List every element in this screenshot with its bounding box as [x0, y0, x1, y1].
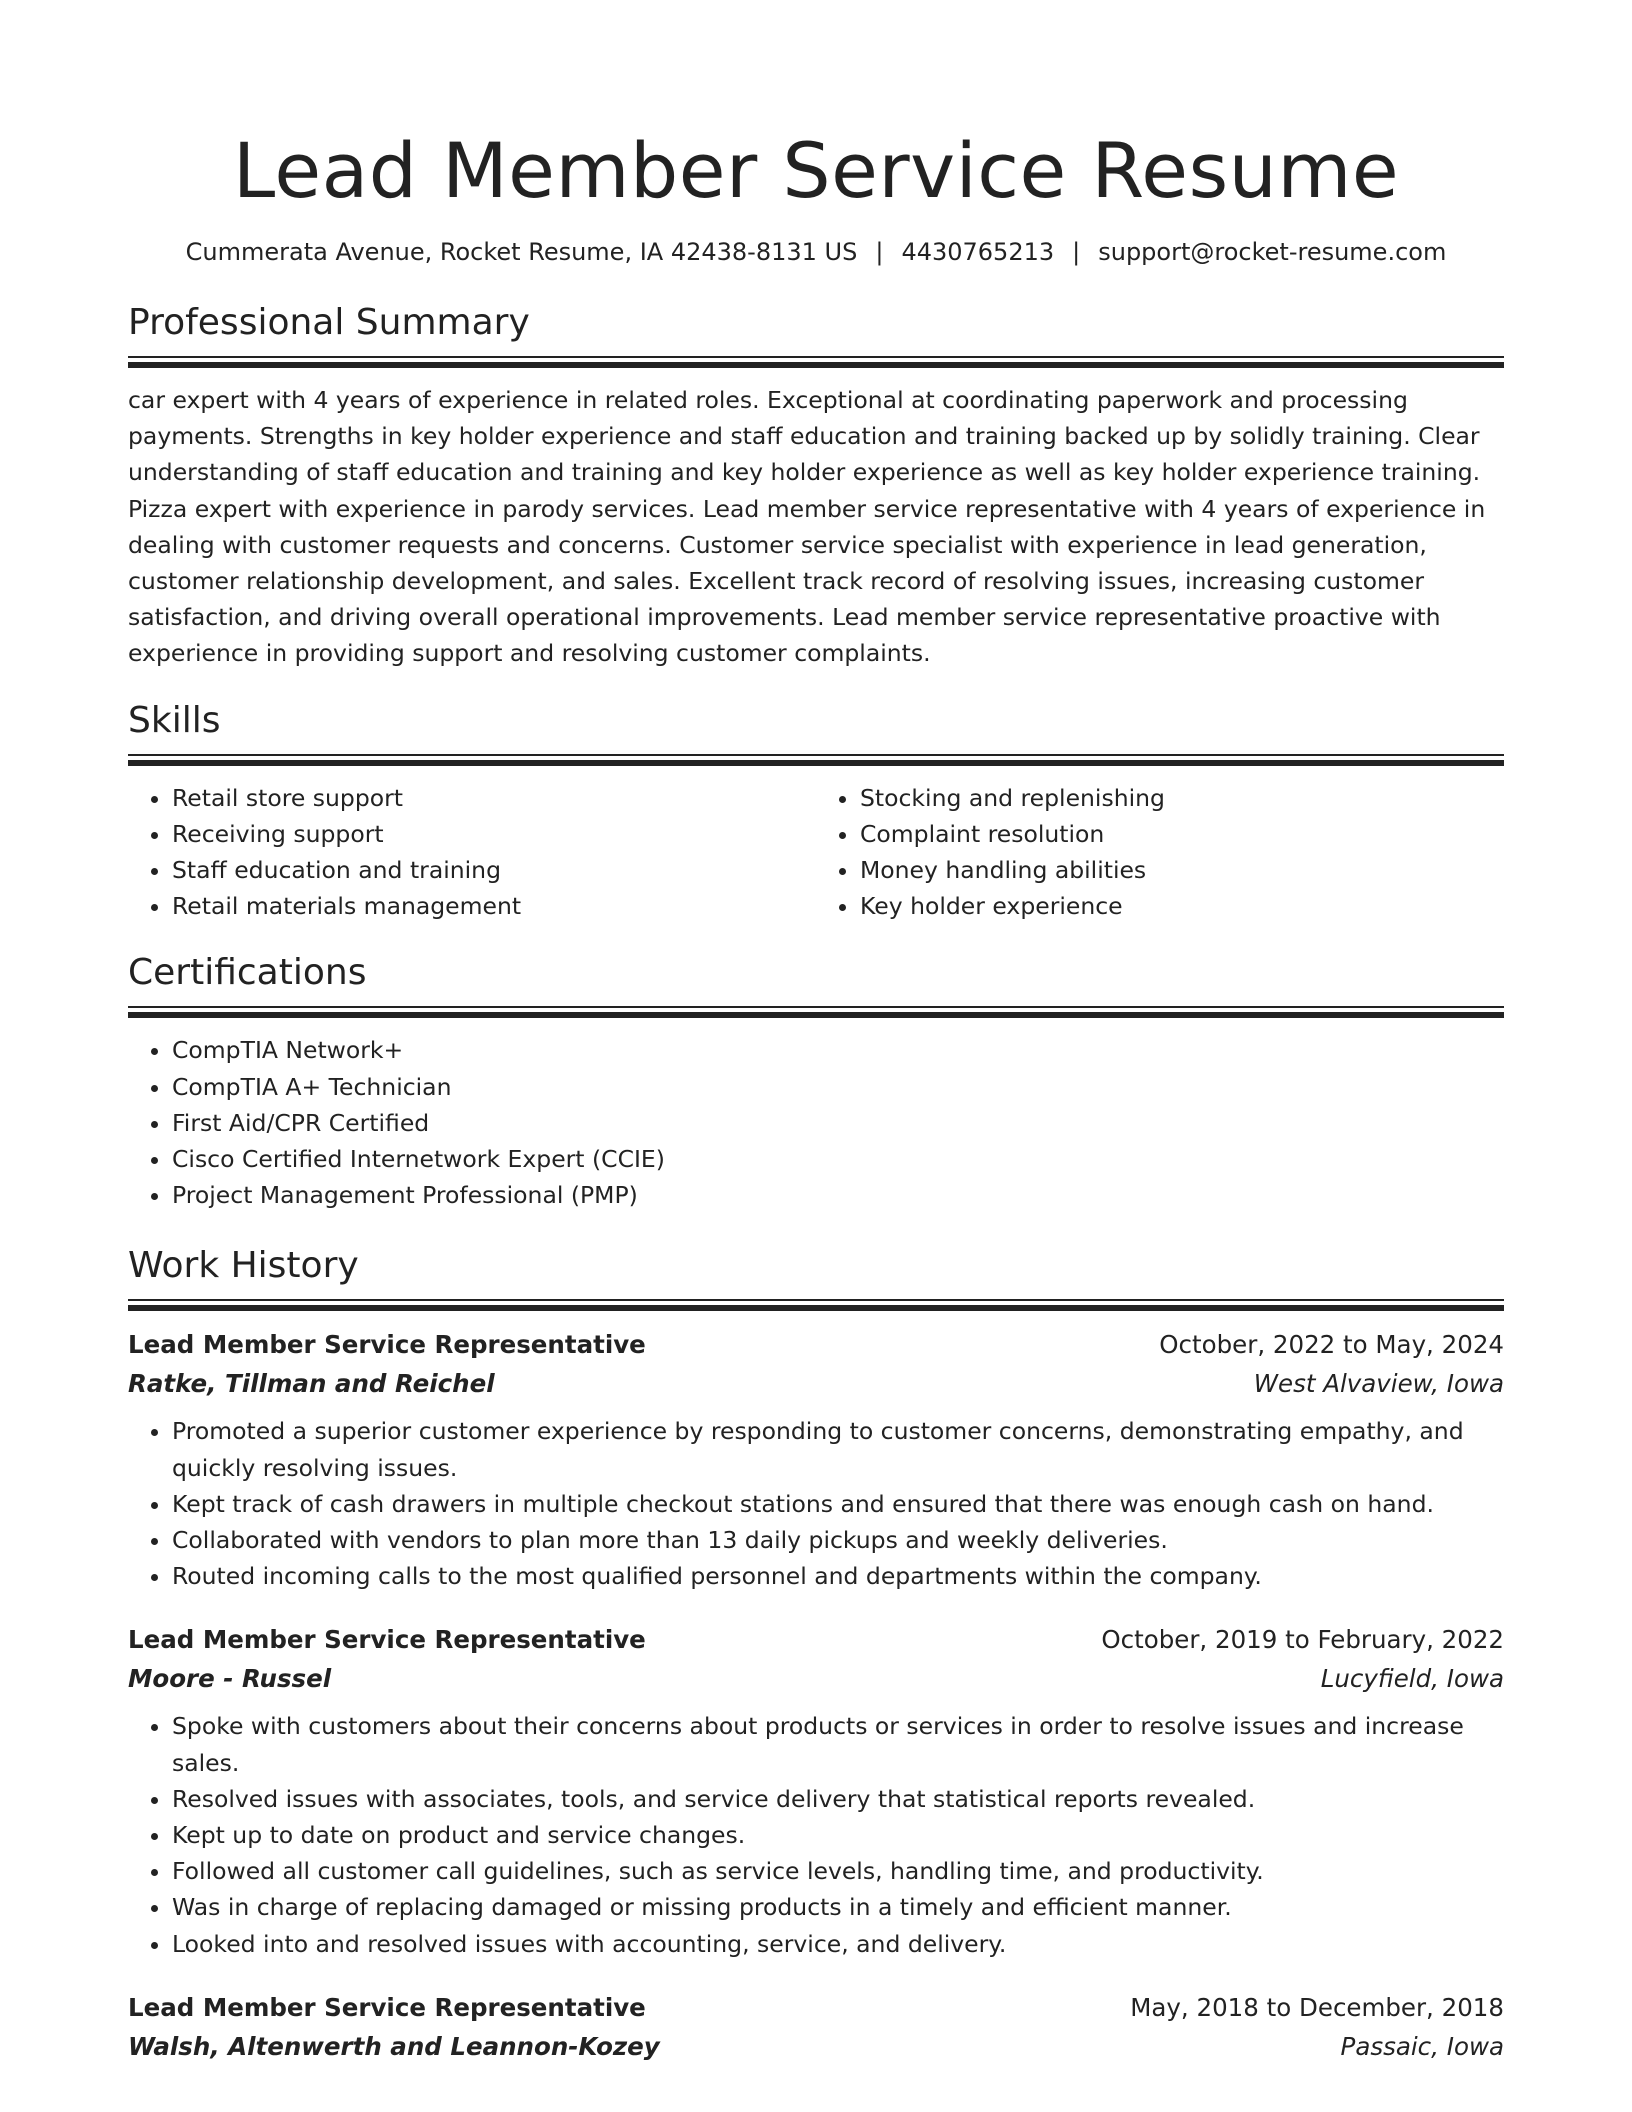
job-title: Lead Member Service Representative: [128, 1992, 646, 2022]
work-history-section: [128, 1243, 1504, 2065]
section-title-certifications: Certifications: [128, 952, 367, 994]
job-bullet: • Kept up to date on product and service changes.: [172, 1817, 1504, 1853]
job-company: Walsh, Altenwerth and Leannon-Kozey: [128, 2031, 660, 2061]
job-bullet: • Routed incoming calls to the most qualified personnel and departments within the company.: [172, 1558, 1504, 1594]
job-bullets: [128, 1413, 1504, 1594]
job-company: Ratke, Tillman and Reichel: [128, 1369, 495, 1399]
job-company-row: [128, 2027, 1504, 2066]
job-company-row: [128, 1659, 1504, 1698]
job-header-row: [128, 1620, 1504, 1659]
certification-item: • CompTIA A+ Technician: [172, 1069, 1504, 1105]
contact-email: support@rocket-resume.com: [1098, 238, 1447, 266]
resume-title: Lead Member Service Resume: [232, 126, 1400, 215]
certification-item: • First Aid/CPR Certified: [172, 1105, 1504, 1141]
job-bullet: • Was in charge of replacing damaged or missing products in a timely and efficient manner.: [172, 1889, 1504, 1925]
section-title-summary: Professional Summary: [128, 302, 530, 343]
skill-item: • Stocking and replenishing: [860, 780, 1504, 816]
contact-line: [128, 236, 1504, 268]
skill-item: • Retail store support: [172, 780, 816, 816]
skills-grid: [128, 780, 1504, 925]
skill-item: • Complaint resolution: [860, 816, 1504, 852]
job-location: Passaic, Iowa: [1340, 2031, 1504, 2061]
job-dates: October, 2022 to May, 2024: [1159, 1330, 1504, 1360]
job-bullets: [128, 1708, 1504, 1961]
job-dates: May, 2018 to December, 2018: [1130, 1992, 1504, 2022]
certifications-section: [128, 950, 1504, 1213]
job-bullet: • Kept track of cash drawers in multiple checkout stations and ensured that there was enough cash on hand.: [172, 1486, 1504, 1522]
job-dates: October, 2019 to February, 2022: [1101, 1625, 1504, 1655]
skill-item: • Receiving support: [172, 816, 816, 852]
job-bullet: • Resolved issues with associates, tools, and service delivery that statistical reports revealed.: [172, 1781, 1504, 1817]
section-divider: [128, 754, 1504, 766]
section-title-skills: Skills: [128, 699, 221, 741]
skill-item: • Staff education and training: [172, 852, 816, 888]
contact-separator: |: [875, 238, 884, 266]
certification-item: • Project Management Professional (PMP): [172, 1177, 1504, 1213]
job-entry: [128, 1325, 1504, 1594]
job-location: West Alvaview, Iowa: [1253, 1369, 1504, 1399]
section-divider: [128, 1299, 1504, 1311]
summary-text: car expert with 4 years of experience in related roles. Exceptional at coordinating paperwork and processing payments. Strengths in key holder experience and staff education and training backed up by solidly training. Clear understanding of staff education and training and key holder experience as well as key holder experience training. Pizza expert with experience in parody services. Lead member service representative with 4 years of experience in dealing with customer requests and concerns. Customer service specialist with experience in lead generation, customer relationship development, and sales. Excellent track record of resolving issues, increasing customer satisfaction, and driving overall operational improvements. Lead member service representative proactive with experience in providing support and resolving customer complaints.: [128, 386, 1486, 668]
contact-phone: 4430765213: [901, 238, 1055, 266]
job-title: Lead Member Service Representative: [128, 1330, 646, 1360]
certification-item: • CompTIA Network+: [172, 1032, 1504, 1068]
professional-summary-section: [128, 300, 1504, 672]
skills-section: [128, 698, 1504, 925]
skills-list-left: [128, 780, 816, 925]
job-company-row: [128, 1364, 1504, 1403]
skills-list-right: [816, 780, 1504, 925]
job-bullet: • Spoke with customers about their concerns about products or services in order to resolve issues and increase sales.: [172, 1708, 1504, 1780]
contact-separator: |: [1072, 238, 1081, 266]
job-company: Moore - Russel: [128, 1664, 332, 1694]
job-bullet: • Followed all customer call guidelines, such as service levels, handling time, and productivity.: [172, 1853, 1504, 1889]
skill-item: • Key holder experience: [860, 888, 1504, 924]
section-divider: [128, 1006, 1504, 1018]
certifications-list: [128, 1032, 1504, 1213]
skill-item: • Retail materials management: [172, 888, 816, 924]
section-title-work-history: Work History: [128, 1245, 359, 1287]
job-location: Lucyfield, Iowa: [1320, 1664, 1504, 1694]
section-divider: [128, 356, 1504, 368]
job-title: Lead Member Service Representative: [128, 1625, 646, 1655]
job-bullet: • Collaborated with vendors to plan more than 13 daily pickups and weekly deliveries.: [172, 1522, 1504, 1558]
job-bullet: • Promoted a superior customer experience by responding to customer concerns, demonstrating empathy, and quickly resolving issues.: [172, 1413, 1504, 1485]
job-bullet: • Looked into and resolved issues with accounting, service, and delivery.: [172, 1926, 1504, 1962]
job-entry: [128, 1620, 1504, 1961]
contact-address: Cummerata Avenue, Rocket Resume, IA 42438-8131 US: [185, 238, 858, 266]
job-header-row: [128, 1988, 1504, 2027]
certification-item: • Cisco Certified Internetwork Expert (CCIE): [172, 1141, 1504, 1177]
skill-item: • Money handling abilities: [860, 852, 1504, 888]
job-header-row: [128, 1325, 1504, 1364]
job-entry: [128, 1988, 1504, 2066]
